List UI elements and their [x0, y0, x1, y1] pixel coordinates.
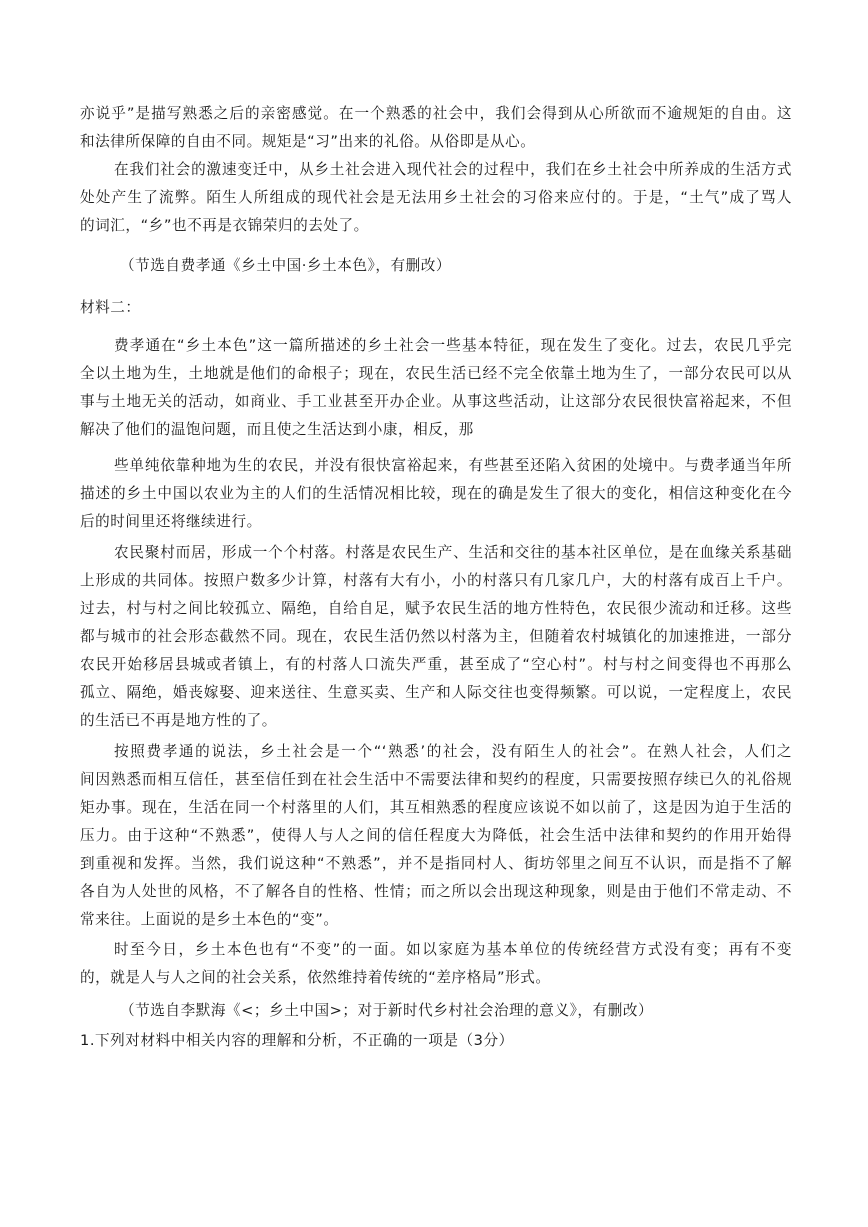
paragraph-line: 上形成的共同体。按照户数多少计算，村落有大有小，小的村落只有几家几户，大的村落有成百上千户。 — [80, 572, 792, 589]
paragraph-line: 和法律所保障的自由不同。规矩是“习”出来的礼俗。从俗即是从心。 — [80, 133, 536, 150]
paragraph-line: 间因熟悉而相互信任，甚至信任到在社会生活中不需要法律和契约的程度，只需要按照存续已久的礼俗规 — [80, 771, 792, 788]
paragraph-line: 过去，村与村之间比较孤立、隔绝，自给自足，赋予农民生活的地方性特色，农民很少流动和迁移。这些 — [80, 600, 792, 617]
source-citation: （节选自李默海《<；乡土中国>；对于新时代乡村社会治理的意义》，有删改） — [120, 1002, 654, 1019]
paragraph-line: 常来往。上面说的是乡土本色的“变”。 — [80, 911, 339, 928]
paragraph-line: 全以土地为生，土地就是他们的命根子；现在，农民生活已经不完全依靠土地为生了，一部分农民可以从 — [80, 365, 792, 382]
paragraph-line: 描述的乡土中国以农业为主的人们的生活情况相比较，现在的确是发生了很大的变化，相信这种变化在今 — [80, 485, 792, 502]
paragraph-line: 的词汇，“乡”也不再是衣锦荣归的去处了。 — [80, 217, 369, 234]
paragraph-line: 到重视和发挥。当然，我们说这种“不熟悉”，并不是指同村人、街坊邻里之间互不认识，而是指不了解 — [80, 855, 792, 872]
paragraph-line: 时至今日，乡土本色也有“不变”的一面。如以家庭为基本单位的传统经营方式没有变；再有不变 — [114, 941, 792, 958]
section-heading: 材料二： — [80, 299, 141, 316]
paragraph-line: 的，就是人与人之间的社会关系，依然维持着传统的“差序格局”形式。 — [80, 969, 551, 986]
question-1: 1.下列对材料中相关内容的理解和分析，不正确的一项是（3分） — [80, 1032, 514, 1049]
paragraph-line: 农民聚村而居，形成一个个村落。村落是农民生产、生活和交往的基本社区单位，是在血缘关系基础 — [114, 544, 792, 561]
paragraph-line: 矩办事。现在，生活在同一个村落里的人们，其互相熟悉的程度应该说不如以前了，这是因为迫于生活的 — [80, 799, 792, 816]
paragraph-line: 农民开始移居县城或者镇上，有的村落人口流失严重，甚至成了“空心村”。村与村之间变得也不再那么 — [80, 656, 792, 673]
paragraph-line: 些单纯依靠种地为生的农民，并没有很快富裕起来，有些甚至还陷入贫困的处境中。与费孝通当年所 — [114, 457, 792, 474]
paragraph-line: 都与城市的社会形态截然不同。现在，农民生活仍然以村落为主，但随着农村城镇化的加速推进，一部分 — [80, 628, 792, 645]
paragraph-line: 处处产生了流弊。陌生人所组成的现代社会是无法用乡土社会的习俗来应付的。于是，“土气”成了骂人 — [80, 189, 792, 206]
paragraph-line: 亦说乎”是描写熟悉之后的亲密感觉。在一个熟悉的社会中，我们会得到从心所欲而不逾规矩的自由。这 — [80, 105, 792, 122]
paragraph-line: 按照费孝通的说法，乡土社会是一个“‘熟悉’的社会，没有陌生人的社会”。在熟人社会，人们之 — [114, 743, 792, 760]
paragraph-line: 解决了他们的温饱问题，而且使之生活达到小康，相反，那 — [80, 421, 474, 438]
paragraph-line: 费孝通在“乡土本色”这一篇所描述的乡土社会一些基本特征，现在发生了变化。过去，农民几乎完 — [114, 337, 792, 354]
paragraph-line: 事与土地无关的活动，如商业、手工业甚至开办企业。从事这些活动，让这部分农民很快富裕起来，不但 — [80, 393, 792, 410]
paragraph-line: 压力。由于这种“不熟悉”，使得人与人之间的信任程度大为降低，社会生活中法律和契约的作用开始得 — [80, 827, 792, 844]
paragraph-line: 后的时间里还将继续进行。 — [80, 513, 262, 530]
paragraph-line: 各自为人处世的风格，不了解各自的性格、性情；而之所以会出现这种现象，则是由于他们不常走动、不 — [80, 883, 792, 900]
paragraph-line: 在我们社会的激速变迁中，从乡土社会进入现代社会的过程中，我们在乡土社会中所养成的生活方式 — [114, 161, 792, 178]
paragraph-line: 的生活已不再是地方性的了。 — [80, 712, 277, 729]
paragraph-line: 孤立、隔绝，婚丧嫁娶、迎来送往、生意买卖、生产和人际交往也变得频繁。可以说，一定程度上，农民 — [80, 684, 792, 701]
source-citation: （节选自费孝通《乡土中国·乡土本色》，有删改） — [120, 257, 452, 274]
